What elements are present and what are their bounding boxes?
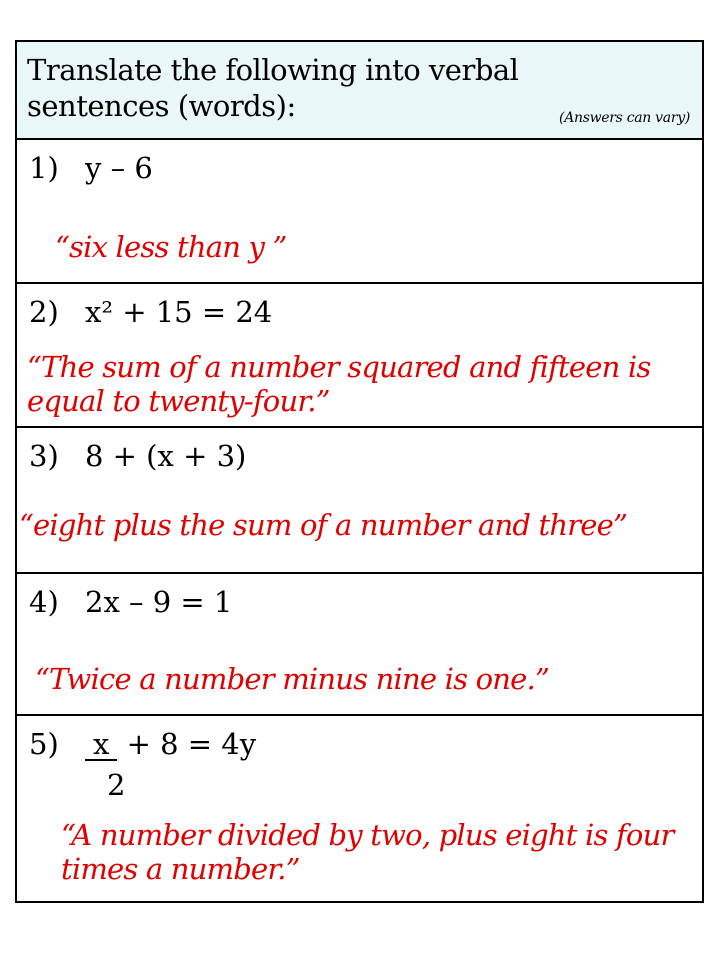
problem-number: 5): [29, 727, 59, 761]
fraction-denominator: 2: [107, 768, 126, 802]
problem-number: 1): [29, 151, 59, 185]
problem-expression: 2x – 9 = 1: [85, 585, 233, 619]
instructions-title: Translate the following into verbal sentences (words):: [27, 53, 519, 123]
problem-number: 3): [29, 439, 59, 473]
problem-row-4: [17, 574, 702, 716]
problem-row-1: [17, 140, 702, 284]
problem-2: [29, 294, 272, 330]
answer-4: “Twice a number minus nine is one.”: [35, 662, 549, 696]
problem-1: [29, 150, 153, 186]
answer-5: “A number divided by two, plus eight is four times a number.”: [61, 818, 674, 886]
problem-expression: y – 6: [85, 151, 153, 185]
problem-expression-rest: + 8 = 4y: [117, 727, 257, 761]
problem-number: 4): [29, 585, 59, 619]
header-row: [17, 42, 702, 140]
problem-expression: x² + 15 = 24: [85, 295, 273, 329]
answer-2: “The sum of a number squared and fifteen is equal to twenty-four.”: [27, 350, 651, 418]
problem-4: [29, 584, 232, 620]
answers-vary-note: (Answers can vary): [559, 110, 690, 126]
problem-5: [29, 726, 256, 762]
answer-3: “eight plus the sum of a number and three”: [19, 508, 628, 542]
fraction-numerator: x: [85, 729, 117, 761]
worksheet-table: [15, 40, 704, 903]
problem-expression: 8 + (x + 3): [85, 439, 247, 473]
problem-number: 2): [29, 295, 59, 329]
problem-row-2: [17, 284, 702, 428]
answer-1: “six less than y ”: [55, 230, 287, 264]
problem-row-3: [17, 428, 702, 574]
problem-3: [29, 438, 246, 474]
problem-row-5: [17, 716, 702, 903]
